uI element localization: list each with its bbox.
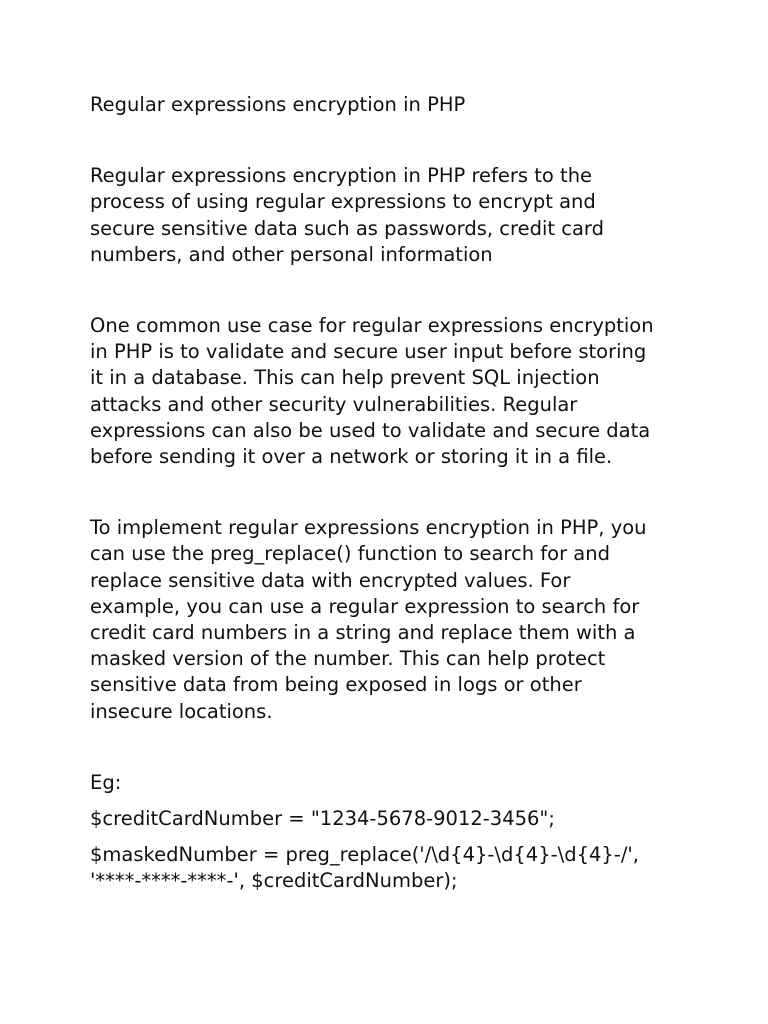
document-page xyxy=(90,92,690,895)
paragraph-use-case: One common use case for regular expressions encryption in PHP is to validate and secure user input before storing it in a database. This can help prevent SQL injection attacks and other security vulnerabilities. Regular expressions can also be used to validate and secure data before sending it over a network or storing it in a file. xyxy=(90,314,654,469)
document-title: Regular expressions encryption in PHP xyxy=(90,93,466,116)
code-line-masked-number: $maskedNumber = preg_replace('/\d{4}-\d{4}-\d{4}-/', '****-****-****-', $creditCardNumber); xyxy=(90,843,639,893)
example-label: Eg: xyxy=(90,770,122,794)
code-line-credit-card: $creditCardNumber = "1234-5678-9012-3456"; xyxy=(90,807,555,831)
paragraph-implementation: To implement regular expressions encryption in PHP, you can use the preg_replace() function to search for and replace sensitive data with encrypted values. For example, you can use a regular expression to search for credit card numbers in a string and replace them with a masked version of the number. This can help protect sensitive data from being exposed in logs or other insecure locations. xyxy=(90,516,647,723)
paragraph-definition: Regular expressions encryption in PHP refers to the process of using regular expressions to encrypt and secure sensitive data such as passwords, credit card numbers, and other personal information xyxy=(90,164,604,266)
